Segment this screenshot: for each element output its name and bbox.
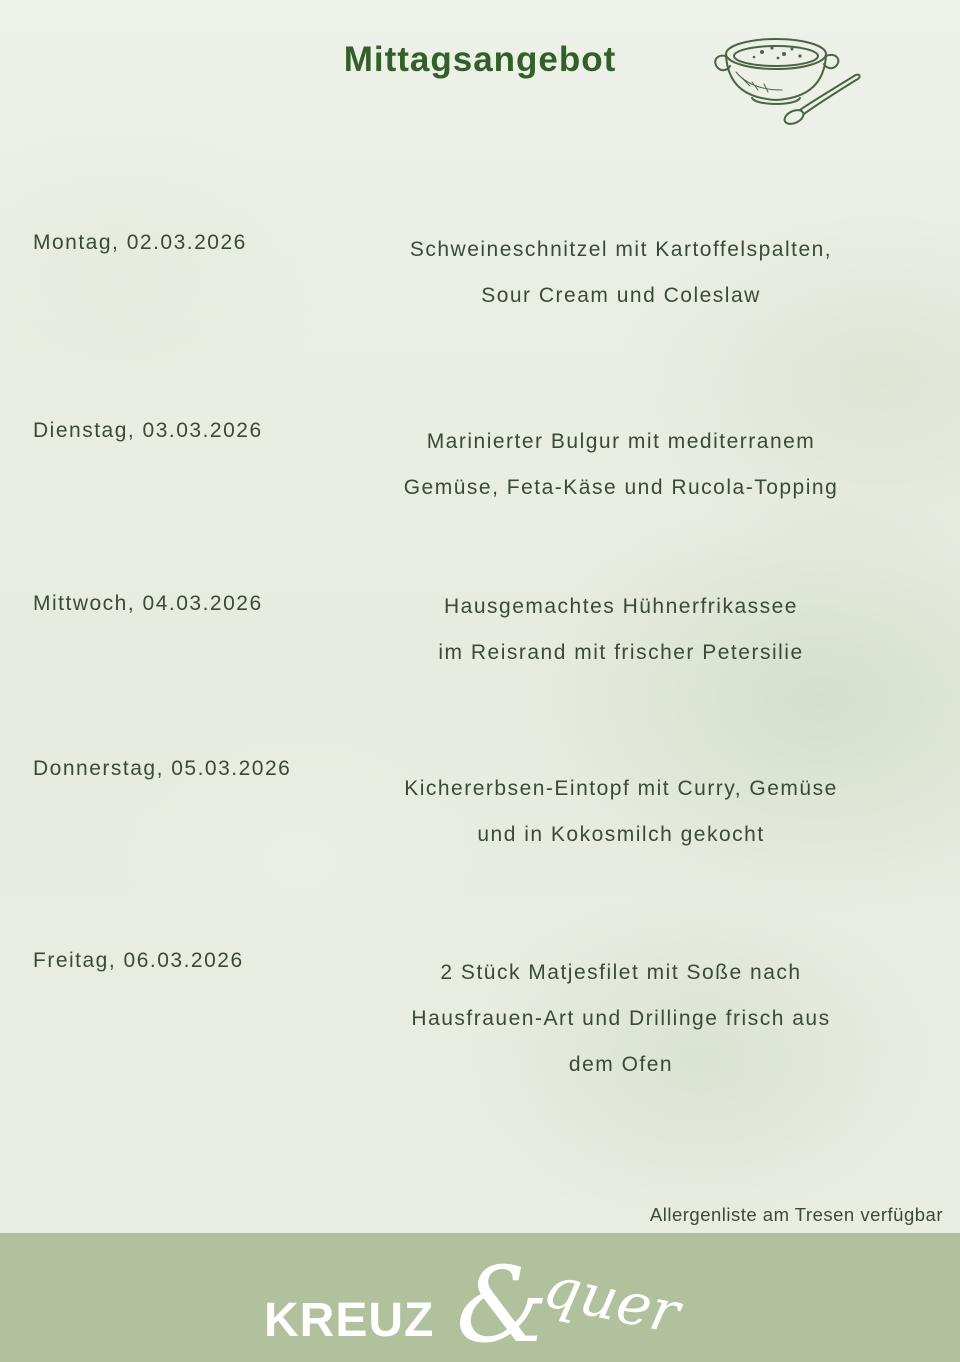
dish-line: Sour Cream und Coleslaw xyxy=(481,284,761,307)
dish-line: Hausfrauen-Art und Drillinge frisch aus xyxy=(411,1007,831,1030)
dish-line: Schweineschnitzel mit Kartoffelspalten, xyxy=(409,238,833,261)
dish-thursday xyxy=(371,766,871,858)
dish-line: im Reisrand mit frischer Petersilie xyxy=(438,641,804,664)
allergen-note: Allergenliste am Tresen verfügbar xyxy=(649,1204,943,1225)
day-label-friday: Freitag, 06.03.2026 xyxy=(33,949,244,972)
logo-script: quer xyxy=(537,1252,686,1347)
page-title: Mittagsangebot xyxy=(343,40,617,79)
dish-line: Hausgemachtes Hühnerfrikassee xyxy=(444,595,798,618)
day-label-wednesday: Mittwoch, 04.03.2026 xyxy=(33,592,263,615)
dish-line: Marinierter Bulgur mit mediterranem xyxy=(426,430,816,453)
footer-band xyxy=(0,1233,960,1362)
dish-wednesday xyxy=(371,584,871,676)
day-label-tuesday: Dienstag, 03.03.2026 xyxy=(33,419,263,442)
dish-line: Kichererbsen-Eintopf mit Curry, Gemüse xyxy=(404,777,838,800)
dish-friday xyxy=(371,950,871,1088)
soup-bowl-icon xyxy=(712,24,864,128)
dish-line: dem Ofen xyxy=(568,1053,674,1076)
logo-ampersand: & xyxy=(456,1244,549,1362)
dish-line: Gemüse, Feta-Käse und Rucola-Topping xyxy=(403,476,839,499)
kreuz-quer-logo xyxy=(250,1233,710,1362)
dish-line: 2 Stück Matjesfilet mit Soße nach xyxy=(440,961,802,984)
logo-word: KREUZ xyxy=(264,1294,435,1347)
dish-line: und in Kokosmilch gekocht xyxy=(477,823,765,846)
day-label-thursday: Donnerstag, 05.03.2026 xyxy=(33,757,292,780)
day-label-monday: Montag, 02.03.2026 xyxy=(33,231,247,254)
dish-monday xyxy=(371,227,871,319)
dish-tuesday xyxy=(371,419,871,511)
